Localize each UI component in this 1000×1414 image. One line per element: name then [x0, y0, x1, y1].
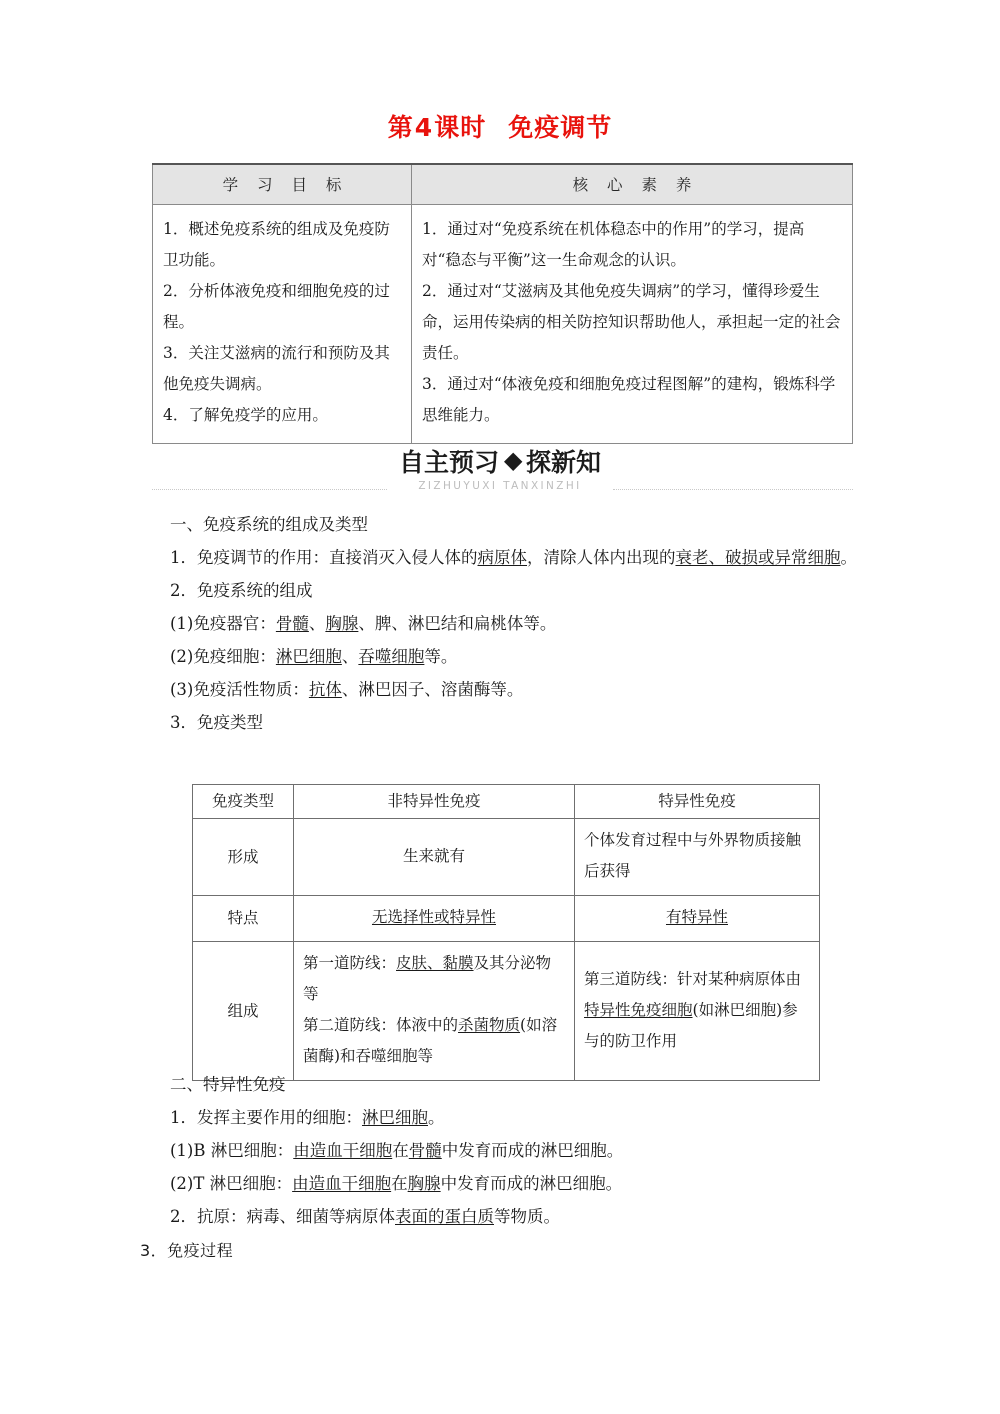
- defense2-underline-bactericide: 杀菌物质: [458, 1016, 521, 1034]
- objective-item: 3．关注艾滋病的流行和预防及其他免疫失调病。: [163, 344, 390, 393]
- s2-item2-underline-protein: 表面的蛋白质: [395, 1207, 494, 1226]
- section-two-body: [140, 1068, 860, 1233]
- page-title: [0, 108, 1000, 144]
- immunity-feature-specific: [575, 896, 820, 942]
- immunity-row-feature: [193, 896, 820, 942]
- sub2-end: 等。: [424, 647, 458, 666]
- objectives-table: [152, 163, 853, 444]
- s2-sub2-pre: (2)T 淋巴细胞：: [170, 1174, 293, 1193]
- s2-sub1-pre: (1)B 淋巴细胞：: [170, 1141, 294, 1160]
- item1-end: 。: [840, 548, 857, 567]
- s2-item1-underline-lymphocyte: 淋巴细胞: [362, 1108, 428, 1127]
- objective-item: 2．分析体液免疫和细胞免疫的过程。: [163, 282, 390, 331]
- section-one-sub-1: [140, 607, 860, 640]
- section-two-heading: 二、特异性免疫: [170, 1075, 286, 1094]
- banner-content: [399, 448, 601, 492]
- sub2-underline-lymphocyte: 淋巴细胞: [275, 647, 342, 666]
- immune-process-heading: 3．免疫过程: [140, 1241, 234, 1260]
- item1-pre: 1．免疫调节的作用：直接消灭入侵人体的: [170, 548, 478, 567]
- defense2-pre: 第二道防线：体液中的: [303, 1016, 459, 1034]
- immunity-feature-nonspecific: [294, 896, 575, 942]
- sub3-pre: (3)免疫活性物质：: [170, 680, 309, 699]
- defense-line-1: [303, 948, 565, 1010]
- immunity-type-table: [192, 784, 820, 1081]
- s2-item2-pre: 2．抗原：病毒、细菌等病原体: [170, 1207, 395, 1226]
- objectives-competency-cell: [412, 205, 853, 444]
- sub3-underline-antibody: 抗体: [308, 680, 342, 699]
- defense-line-2: [303, 1010, 565, 1072]
- sub1-sep: 、: [308, 614, 326, 633]
- page-title-topic: 免疫调节: [508, 113, 613, 142]
- s2-sub1-underline-marrow: 骨髓: [408, 1141, 442, 1160]
- banner-title: [399, 448, 601, 478]
- feature-specific-underline: 有特异性: [665, 908, 728, 926]
- feature-nonspecific-underline: 无选择性或特异性: [371, 908, 496, 926]
- banner-pinyin: ZIZHUYUXI TANXINZHI: [418, 480, 582, 492]
- immunity-formation-specific: 个体发育过程中与外界物质接触后获得: [575, 819, 820, 896]
- section-two-item-1: [140, 1101, 860, 1134]
- immunity-row-composition: [193, 942, 820, 1081]
- s2-item1-end: 。: [428, 1108, 445, 1127]
- s2-sub1-end: 中发育而成的淋巴细胞。: [441, 1141, 624, 1160]
- defense1-underline-skin-mucosa: 皮肤、黏膜: [396, 954, 474, 972]
- sub1-pre: (1)免疫器官：: [170, 614, 276, 633]
- banner-rule-left: [152, 489, 387, 490]
- diamond-icon: [504, 453, 522, 471]
- defense3-end: (如淋巴细胞)参与的防卫作用: [584, 1000, 798, 1050]
- immunity-formation-nonspecific: 生来就有: [294, 819, 575, 896]
- immunity-header-row: [193, 785, 820, 819]
- defense1-pre: 第一道防线：: [303, 954, 397, 972]
- section-one-body: [140, 508, 860, 739]
- s2-item2-end: 等物质。: [494, 1207, 560, 1226]
- sub3-end: 、淋巴因子、溶菌酶等。: [341, 680, 524, 699]
- immunity-composition-nonspecific: [294, 942, 575, 1081]
- banner-rule-right: [613, 489, 853, 490]
- s2-item1-pre: 1．发挥主要作用的细胞：: [170, 1108, 362, 1127]
- section-two-sub-1: [140, 1134, 860, 1167]
- sub2-sep: 、: [341, 647, 359, 666]
- section-one-item-2-heading: 2．免疫系统的组成: [170, 581, 313, 600]
- item1-mid: ，清除人体内出现的: [527, 548, 676, 567]
- s2-sub2-underline-stemcell: 由造血干细胞: [292, 1174, 392, 1193]
- page-title-number: 4: [414, 113, 434, 142]
- sub1-underline-marrow: 骨髓: [275, 614, 309, 633]
- immunity-row-label: 特点: [193, 896, 294, 942]
- immunity-header-specific: 特异性免疫: [575, 785, 820, 819]
- section-banner: [0, 448, 1000, 496]
- banner-title-left: 自主预习: [398, 448, 499, 477]
- section-one-sub-2: [140, 640, 860, 673]
- defense2-end: (如溶菌酶)和吞噬细胞等: [303, 1016, 558, 1065]
- immunity-row-label: 组成: [193, 942, 294, 1081]
- immunity-header-nonspecific: 非特异性免疫: [294, 785, 575, 819]
- objectives-header-competency: 核 心 素 养: [412, 164, 853, 205]
- immunity-header-type: 免疫类型: [193, 785, 294, 819]
- page-title-prefix: 第: [387, 113, 414, 142]
- sub1-underline-thymus: 胸腺: [325, 614, 359, 633]
- defense1-end: 及其分泌物等: [303, 954, 552, 1003]
- objective-item: 4．了解免疫学的应用。: [163, 406, 328, 424]
- s2-sub2-underline-thymus: 胸腺: [407, 1174, 441, 1193]
- item1-underline-cells: 衰老、破损或异常细胞: [675, 548, 841, 567]
- s2-sub1-mid: 在: [392, 1141, 409, 1160]
- page-title-unit: 课时: [434, 113, 487, 142]
- section-one-heading: 一、免疫系统的组成及类型: [170, 515, 368, 534]
- objectives-table-header-row: [153, 164, 853, 205]
- s2-sub2-mid: 在: [391, 1174, 408, 1193]
- immunity-composition-specific: [575, 942, 820, 1081]
- sub2-underline-phagocyte: 吞噬细胞: [358, 647, 425, 666]
- section-one-item-3-heading: 3．免疫类型: [170, 713, 263, 732]
- banner-title-right: 探新知: [526, 448, 602, 477]
- defense3-underline-specific-cells: 特异性免疫细胞: [584, 1000, 693, 1019]
- section-one-sub-3: [140, 673, 860, 706]
- section-two-item-2: [140, 1200, 860, 1233]
- section-one-item-1: [140, 541, 860, 574]
- defense3-pre: 第三道防线：针对某种病原体由: [584, 969, 802, 988]
- objectives-header-goals: 学 习 目 标: [153, 164, 412, 205]
- objectives-table-body-row: [153, 205, 853, 444]
- section-two-sub-2: [140, 1167, 860, 1200]
- immunity-row-label: 形成: [193, 819, 294, 896]
- objectives-goals-cell: [153, 205, 412, 444]
- immunity-row-formation: [193, 819, 820, 896]
- competency-item: 2．通过对“艾滋病及其他免疫失调病”的学习，懂得珍爱生命，运用传染病的相关防控知识帮助他人，承担起一定的社会责任。: [422, 282, 841, 362]
- s2-sub1-underline-stemcell: 由造血干细胞: [293, 1141, 393, 1160]
- competency-item: 3．通过对“体液免疫和细胞免疫过程图解”的建构，锻炼科学思维能力。: [422, 375, 836, 424]
- item1-underline-pathogen: 病原体: [477, 548, 527, 567]
- s2-sub2-end: 中发育而成的淋巴细胞。: [440, 1174, 623, 1193]
- sub1-end: 、脾、淋巴结和扁桃体等。: [358, 614, 557, 633]
- competency-item: 1．通过对“免疫系统在机体稳态中的作用”的学习，提高对“稳态与平衡”这一生命观念的认识。: [422, 220, 805, 269]
- objective-item: 1．概述免疫系统的组成及免疫防卫功能。: [163, 220, 390, 269]
- sub2-pre: (2)免疫细胞：: [170, 647, 276, 666]
